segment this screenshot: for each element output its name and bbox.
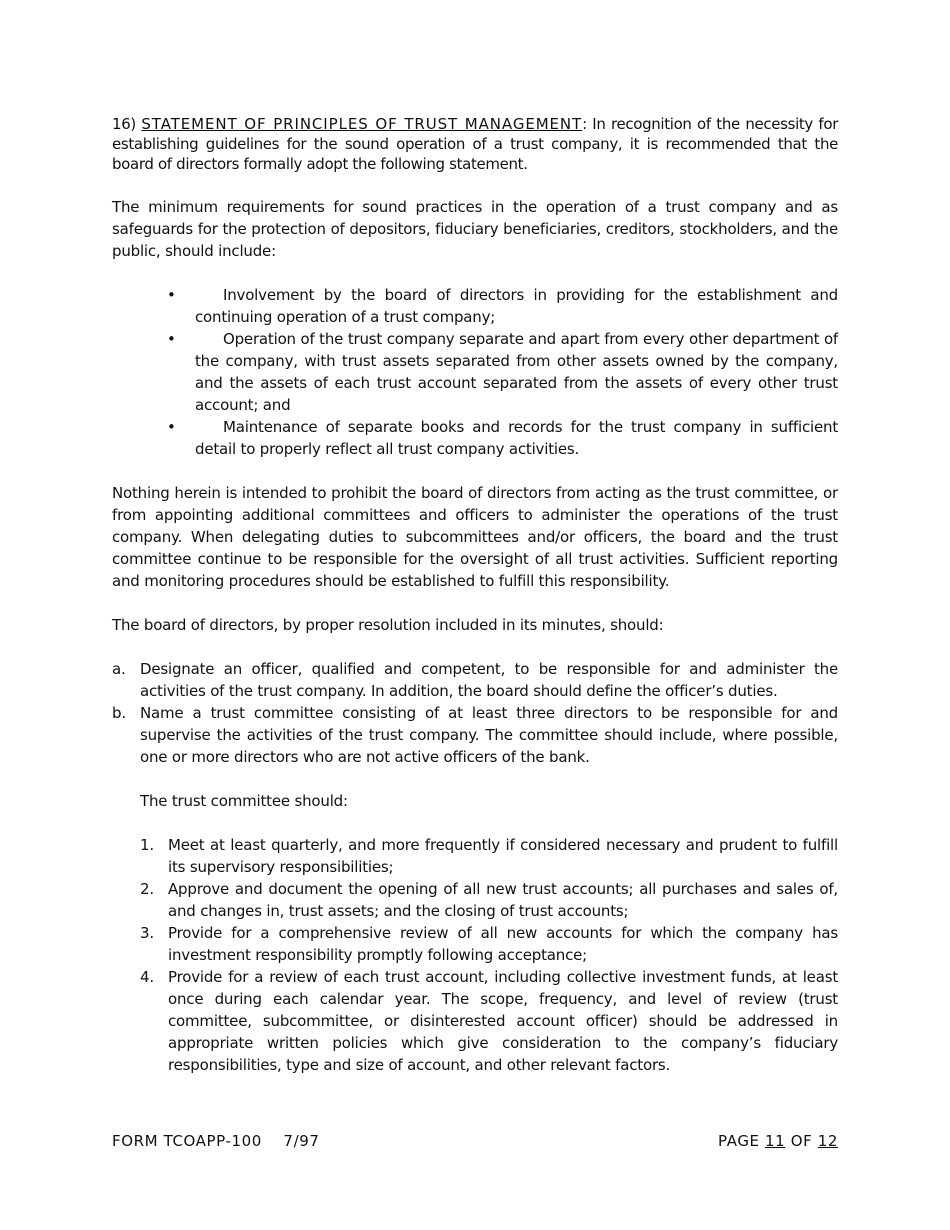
lettered-mark: a. [112, 660, 126, 678]
numbered-mark: 4. [140, 968, 154, 986]
numbered-item [140, 922, 838, 966]
bullet-list [112, 284, 838, 460]
bullet-mark: • [167, 418, 176, 436]
trust-committee-intro: The trust committee should: [140, 792, 348, 810]
numbered-text: Approve and document the opening of all new trust accounts; all purchases and sales of, and changes in, trust assets; and the closing of trust accounts; [168, 880, 838, 920]
numbered-text: Provide for a comprehensive review of all new accounts for which the company has investment responsibility promptly following acceptance; [168, 924, 838, 964]
footer-form-id: FORM TCOAPP-100 [112, 1132, 262, 1150]
numbered-item [140, 966, 838, 1076]
section-number: 16) [112, 115, 136, 133]
lettered-text: Designate an officer, qualified and competent, to be responsible for and administer the activities of the trust company. In addition, the board should define the officer’s duties. [140, 660, 838, 700]
lettered-mark: b. [112, 704, 126, 722]
footer-page-total: 12 [817, 1132, 838, 1150]
bullet-item [112, 416, 838, 460]
numbered-mark: 3. [140, 924, 154, 942]
bullet-item [112, 284, 838, 328]
numbered-item [140, 878, 838, 922]
lettered-item [112, 702, 838, 768]
footer-of-label: OF [790, 1132, 813, 1150]
minimum-requirements-paragraph: The minimum requirements for sound practices in the operation of a trust company and as safeguards for the protection of depositors, fiduciary beneficiaries, creditors, stockholders, and the public, should include: [112, 198, 838, 260]
numbered-mark: 2. [140, 880, 154, 898]
bullet-mark: • [167, 286, 176, 304]
numbered-mark: 1. [140, 836, 154, 854]
numbered-item [140, 834, 838, 878]
section-intro-text: : In recognition of the necessity for establishing guidelines for the sound operation of a trust company, it is recommended that the board of directors formally adopt the following statement. [112, 115, 839, 173]
bullet-mark: • [167, 330, 176, 348]
nothing-herein-paragraph: Nothing herein is intended to prohibit the board of directors from acting as the trust committee, or from appointing additional committees and officers to administer the operations of the trust company. When delegating duties to subcommittees and/or officers, the board and the trust committee continue to be responsible for the oversight of all trust activities. Sufficient reporting and monitoring procedures should be established to fulfill this responsibility. [112, 484, 838, 590]
footer-form-info [112, 1130, 320, 1152]
bullet-item [112, 328, 838, 416]
section-intro [112, 114, 838, 174]
numbered-text: Provide for a review of each trust account, including collective investment funds, at least once during each calendar year. The scope, frequency, and level of review (trust committee, subcommittee, or disinterested account officer) should be addressed in appropriate written policies which give consideration to the company’s fiduciary responsibilities, type and size of account, and other relevant factors. [168, 968, 838, 1074]
footer-form-date: 7/97 [283, 1132, 320, 1150]
lettered-list [112, 658, 838, 768]
board-resolution-paragraph: The board of directors, by proper resolution included in its minutes, should: [112, 616, 664, 634]
numbered-list [140, 834, 838, 1076]
footer-page-current: 11 [765, 1132, 786, 1150]
bullet-text: Operation of the trust company separate and apart from every other department of the company, with trust assets separated from other assets owned by the company, and the assets of each trust account separated from the assets of every other trust account; and [195, 330, 838, 414]
numbered-text: Meet at least quarterly, and more frequently if considered necessary and prudent to fulfill its supervisory responsibilities; [168, 836, 838, 876]
footer-page-label: PAGE [718, 1132, 760, 1150]
footer-page-number [718, 1130, 838, 1152]
lettered-text: Name a trust committee consisting of at least three directors to be responsible for and supervise the activities of the trust company. The committee should include, where possible, one or more directors who are not active officers of the bank. [140, 704, 838, 766]
document-page [112, 114, 838, 1076]
bullet-text: Maintenance of separate books and records for the trust company in sufficient detail to properly reflect all trust company activities. [195, 418, 838, 458]
bullet-text: Involvement by the board of directors in providing for the establishment and continuing operation of a trust company; [195, 286, 838, 326]
section-heading: STATEMENT OF PRINCIPLES OF TRUST MANAGEMENT [141, 115, 583, 133]
lettered-item [112, 658, 838, 702]
